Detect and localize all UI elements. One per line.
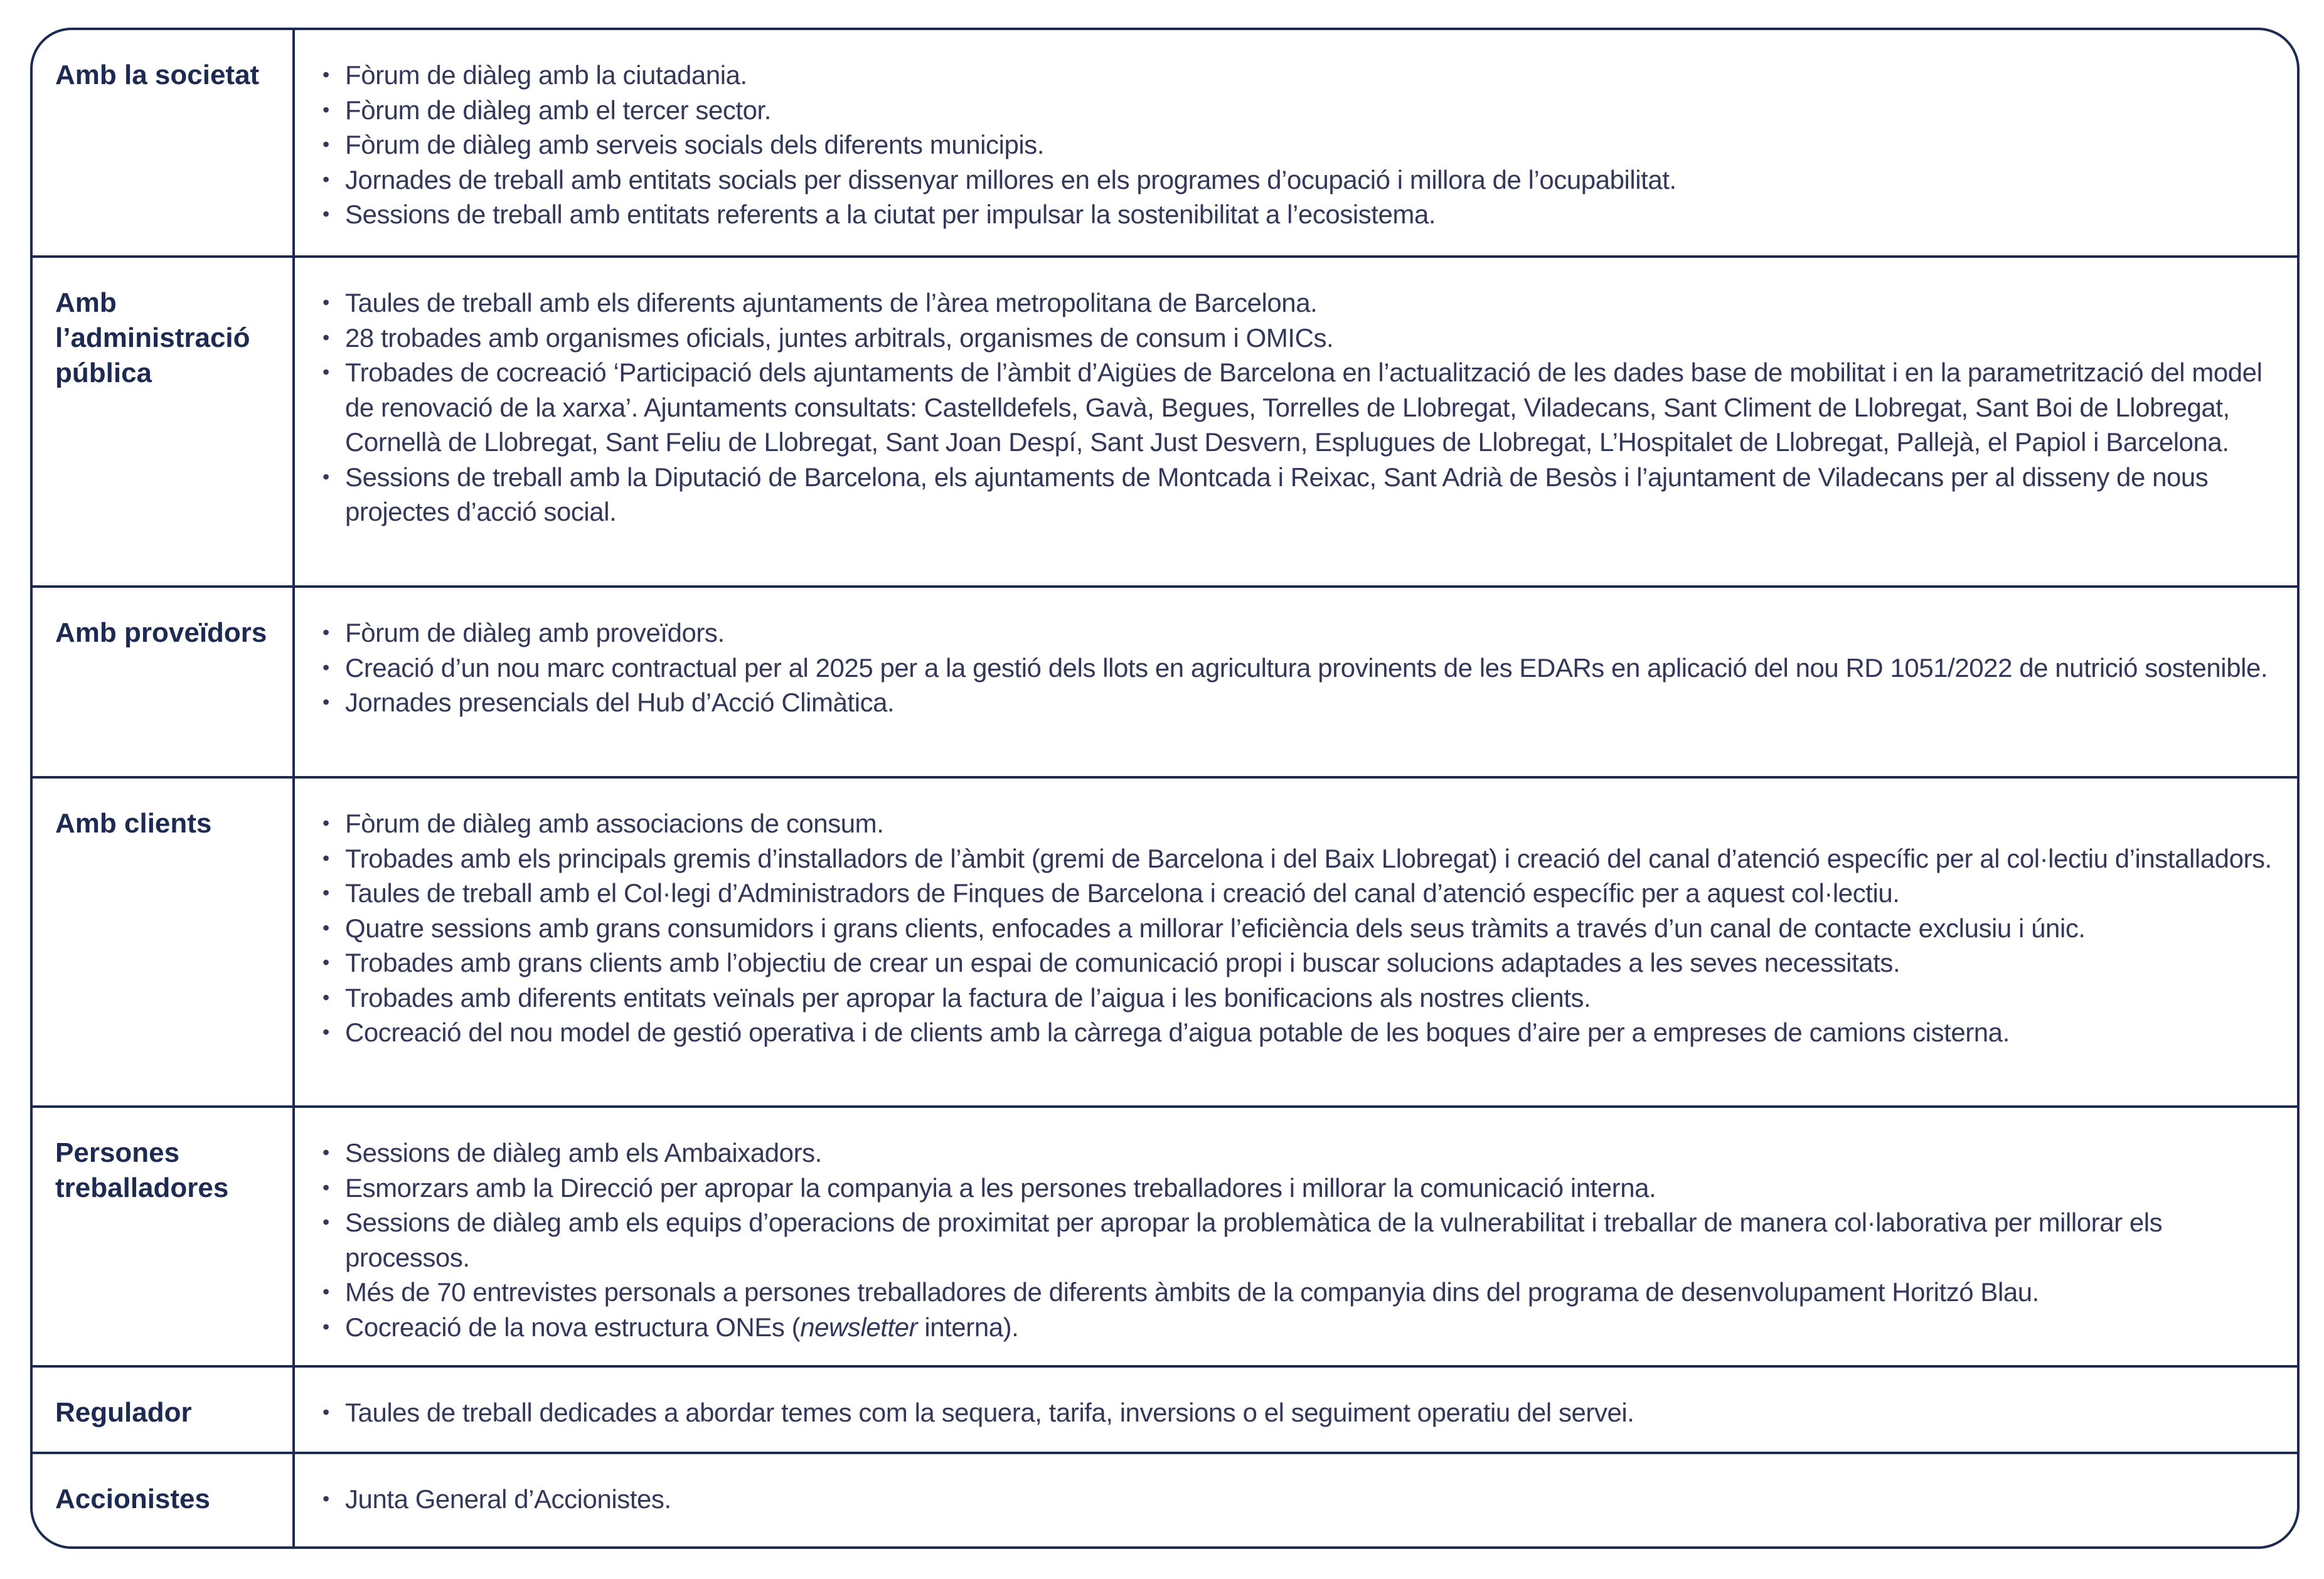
- bullet-list: [322, 1482, 2278, 1517]
- list-item: • Més de 70 entrevistes personals a persones treballadores de diferents àmbits de la companyia dins del programa de desenvolupament Horitzó Blau.: [322, 1275, 2278, 1310]
- list-item: • Fòrum de diàleg amb el tercer sector.: [322, 93, 2278, 128]
- row-label: Amb l’administració pública: [33, 257, 294, 587]
- list-item: • Cocreació del nou model de gestió operativa i de clients amb la càrrega d’aigua potable de les boques d’aire per a empreses de camions cisterna.: [322, 1015, 2278, 1050]
- list-item: • Esmorzars amb la Direcció per apropar la companyia a les persones treballadores i millorar la comunicació interna.: [322, 1171, 2278, 1206]
- list-item: • Junta General d’Accionistes.: [322, 1482, 2278, 1517]
- list-item: • Fòrum de diàleg amb la ciutadania.: [322, 58, 2278, 93]
- list-item: • Trobades amb diferents entitats veïnals per apropar la factura de l’aigua i les bonificacions als nostres clients.: [322, 981, 2278, 1016]
- list-item: • Sessions de diàleg amb els equips d’operacions de proximitat per apropar la problemàtica de la vulnerabilitat i treballar de manera col·laborativa per millorar els processos.: [322, 1205, 2278, 1275]
- list-item: • Trobades amb grans clients amb l’objectiu de crear un espai de comunicació propi i buscar solucions adaptades a les seves necessitats.: [322, 945, 2278, 981]
- row-label: Accionistes: [33, 1453, 294, 1546]
- list-item: • Quatre sessions amb grans consumidors i grans clients, enfocades a millorar l’eficiència dels seus tràmits a través d’un canal de contacte exclusiu i únic.: [322, 911, 2278, 946]
- row-items: [294, 1107, 2297, 1366]
- list-item: • Fòrum de diàleg amb proveïdors.: [322, 615, 2278, 651]
- list-item: • Taules de treball dedicades a abordar temes com la sequera, tarifa, inversions o el seguiment operatiu del servei.: [322, 1395, 2278, 1430]
- row-items: [294, 30, 2297, 257]
- list-item: • Sessions de diàleg amb els Ambaixadors.: [322, 1135, 2278, 1171]
- table-row-shareholders: [33, 1453, 2297, 1546]
- row-items: [294, 1453, 2297, 1546]
- bullet-list: [322, 615, 2278, 720]
- stakeholder-dialogue-table-frame: [30, 28, 2300, 1549]
- list-item: • Sessions de treball amb la Diputació de Barcelona, els ajuntaments de Montcada i Reixac, Sant Adrià de Besòs i l’ajuntament de Viladecans per al disseny de nous projectes d’acció social.: [322, 460, 2278, 529]
- row-items: [294, 257, 2297, 587]
- bullet-list: [322, 285, 2278, 529]
- list-item: • Trobades amb els principals gremis d’installadors de l’àmbit (gremi de Barcelona i del Baix Llobregat) i creació del canal d’atenció específic per al col·lectiu d’installadors.: [322, 841, 2278, 876]
- bullet-list: [322, 806, 2278, 1050]
- list-item: • Sessions de treball amb entitats referents a la ciutat per impulsar la sostenibilitat a l’ecosistema.: [322, 197, 2278, 232]
- item-text-after: interna).: [917, 1312, 1019, 1342]
- row-label: Amb clients: [33, 777, 294, 1107]
- row-label: Amb proveïdors: [33, 587, 294, 777]
- list-item: • Taules de treball amb els diferents ajuntaments de l’àrea metropolitana de Barcelona.: [322, 285, 2278, 321]
- table-row-clients: [33, 777, 2297, 1107]
- table-row-public-administration: [33, 257, 2297, 587]
- row-label: Amb la societat: [33, 30, 294, 257]
- row-label: Persones treballadores: [33, 1107, 294, 1366]
- row-label: Regulador: [33, 1366, 294, 1453]
- list-item-newsletter: [322, 1310, 2278, 1345]
- table-row-suppliers: [33, 587, 2297, 777]
- list-item: • Creació d’un nou marc contractual per al 2025 per a la gestió dels llots en agricultura provinents de les EDARs en aplicació del nou RD 1051/2022 de nutrició sostenible.: [322, 651, 2278, 686]
- row-items: [294, 587, 2297, 777]
- table-row-employees: [33, 1107, 2297, 1366]
- item-text-emphasis: newsletter: [800, 1312, 918, 1342]
- bullet-list: [322, 58, 2278, 232]
- bullet-list: [322, 1395, 2278, 1430]
- item-text-before: Cocreació de la nova estructura ONEs (: [345, 1312, 801, 1342]
- stakeholder-dialogue-table: [33, 30, 2297, 1546]
- table-row-society: [33, 30, 2297, 257]
- list-item: • Taules de treball amb el Col·legi d’Administradors de Finques de Barcelona i creació del canal d’atenció específic per a aquest col·lectiu.: [322, 876, 2278, 911]
- list-item: • Fòrum de diàleg amb serveis socials dels diferents municipis.: [322, 127, 2278, 162]
- row-items: [294, 777, 2297, 1107]
- row-items: [294, 1366, 2297, 1453]
- list-item: • Jornades de treball amb entitats socials per dissenyar millores en els programes d’ocupació i millora de l’ocupabilitat.: [322, 162, 2278, 198]
- table-row-regulator: [33, 1366, 2297, 1453]
- bullet-list: [322, 1135, 2278, 1344]
- list-item: • Jornades presencials del Hub d’Acció Climàtica.: [322, 685, 2278, 720]
- list-item: • Fòrum de diàleg amb associacions de consum.: [322, 806, 2278, 841]
- list-item: • Trobades de cocreació ‘Participació dels ajuntaments de l’àmbit d’Aigües de Barcelona en l’actualització de les dades base de mobilitat i en la parametrització del model de renovació de la xarxa’. Ajuntaments consultats: Castelldefels, Gavà, Begues, Torrelles de Llobregat, Viladecans, Sant Climent de Llobregat, Sant Boi de Llobregat, Cornellà de Llobregat, Sant Feliu de Llobregat, Sant Joan Despí, Sant Just Desvern, Esplugues de Llobregat, L’Hospitalet de Llobregat, Pallejà, el Papiol i Barcelona.: [322, 355, 2278, 460]
- list-item: • 28 trobades amb organismes oficials, juntes arbitrals, organismes de consum i OMICs.: [322, 321, 2278, 356]
